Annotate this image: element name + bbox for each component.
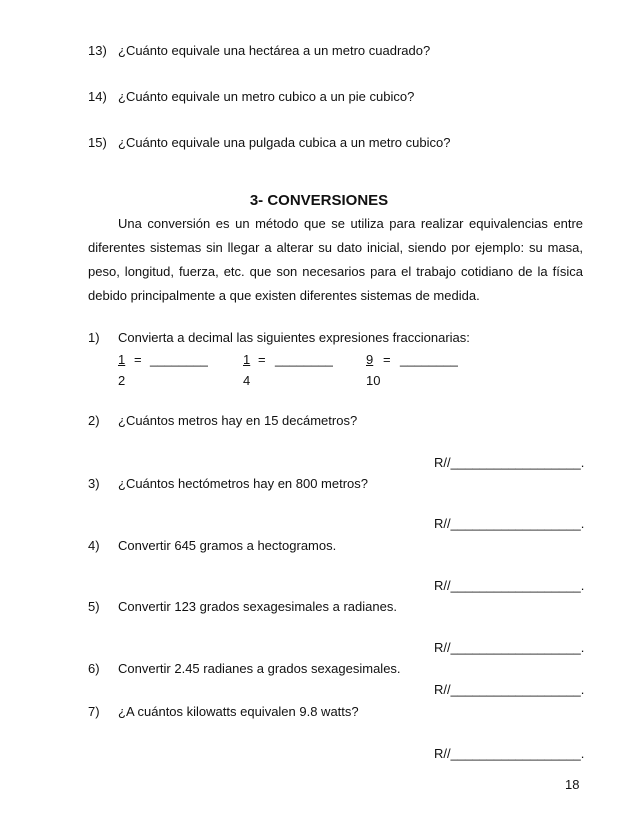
section-paragraph xyxy=(88,212,583,308)
exercise-text: Convertir 645 gramos a hectogramos. xyxy=(118,538,337,553)
answer-line[interactable]: R//__________________. xyxy=(434,516,585,531)
page-number: 18 xyxy=(565,777,580,792)
exercise-text: Convierta a decimal las siguientes expresiones fraccionarias: xyxy=(118,330,470,345)
fraction-denominator: 2 xyxy=(118,373,126,388)
answer-line[interactable]: R//__________________. xyxy=(434,746,585,761)
answer-line[interactable]: R//__________________. xyxy=(434,682,585,697)
answer-line[interactable]: R//__________________. xyxy=(434,578,585,593)
exercise-text: ¿Cuántos hectómetros hay en 800 metros? xyxy=(118,476,369,491)
fraction-numerator: 1 xyxy=(118,352,126,367)
fraction-blank: ________ xyxy=(275,352,333,367)
question-number: 15) xyxy=(88,135,107,150)
question-text: ¿Cuánto equivale una hectárea a un metro cuadrado? xyxy=(118,43,431,58)
fraction-denominator: 4 xyxy=(243,373,251,388)
exercise-text: ¿A cuántos kilowatts equivalen 9.8 watts? xyxy=(118,704,359,719)
fraction-equals: = xyxy=(258,352,266,367)
fraction-blank: ________ xyxy=(400,352,458,367)
question-number: 13) xyxy=(88,43,107,58)
paragraph-text: Una conversión es un método que se utiliza para realizar equivalencias entre diferentes sistemas sin llegar a alterar su dato inicial, siendo por ejemplo: su masa, peso, longitud, fuerza, etc. que son necesarios para el trabajo cotidiano de la física debido principalmente a que existen diferentes sistemas de medida. xyxy=(88,216,583,303)
fraction-denominator: 10 xyxy=(366,373,381,388)
exercise-number: 4) xyxy=(88,538,100,553)
fraction-numerator: 1 xyxy=(243,352,251,367)
exercise-text: Convertir 123 grados sexagesimales a radianes. xyxy=(118,599,397,614)
fraction-numerator: 9 xyxy=(366,352,374,367)
fraction-equals: = xyxy=(383,352,391,367)
exercise-number: 7) xyxy=(88,704,100,719)
fraction-blank: ________ xyxy=(150,352,208,367)
exercise-number: 1) xyxy=(88,330,100,345)
answer-line[interactable]: R//__________________. xyxy=(434,640,585,655)
exercise-number: 5) xyxy=(88,599,100,614)
exercise-number: 2) xyxy=(88,413,100,428)
section-title: 3- CONVERSIONES xyxy=(249,192,389,209)
answer-line[interactable]: R//__________________. xyxy=(434,455,585,470)
exercise-number: 6) xyxy=(88,661,100,676)
fraction-equals: = xyxy=(134,352,142,367)
question-text: ¿Cuánto equivale un metro cubico a un pie cubico? xyxy=(118,89,415,104)
exercise-number: 3) xyxy=(88,476,100,491)
question-number: 14) xyxy=(88,89,107,104)
exercise-text: Convertir 2.45 radianes a grados sexagesimales. xyxy=(118,661,401,676)
question-text: ¿Cuánto equivale una pulgada cubica a un metro cubico? xyxy=(118,135,451,150)
exercise-text: ¿Cuántos metros hay en 15 decámetros? xyxy=(118,413,358,428)
